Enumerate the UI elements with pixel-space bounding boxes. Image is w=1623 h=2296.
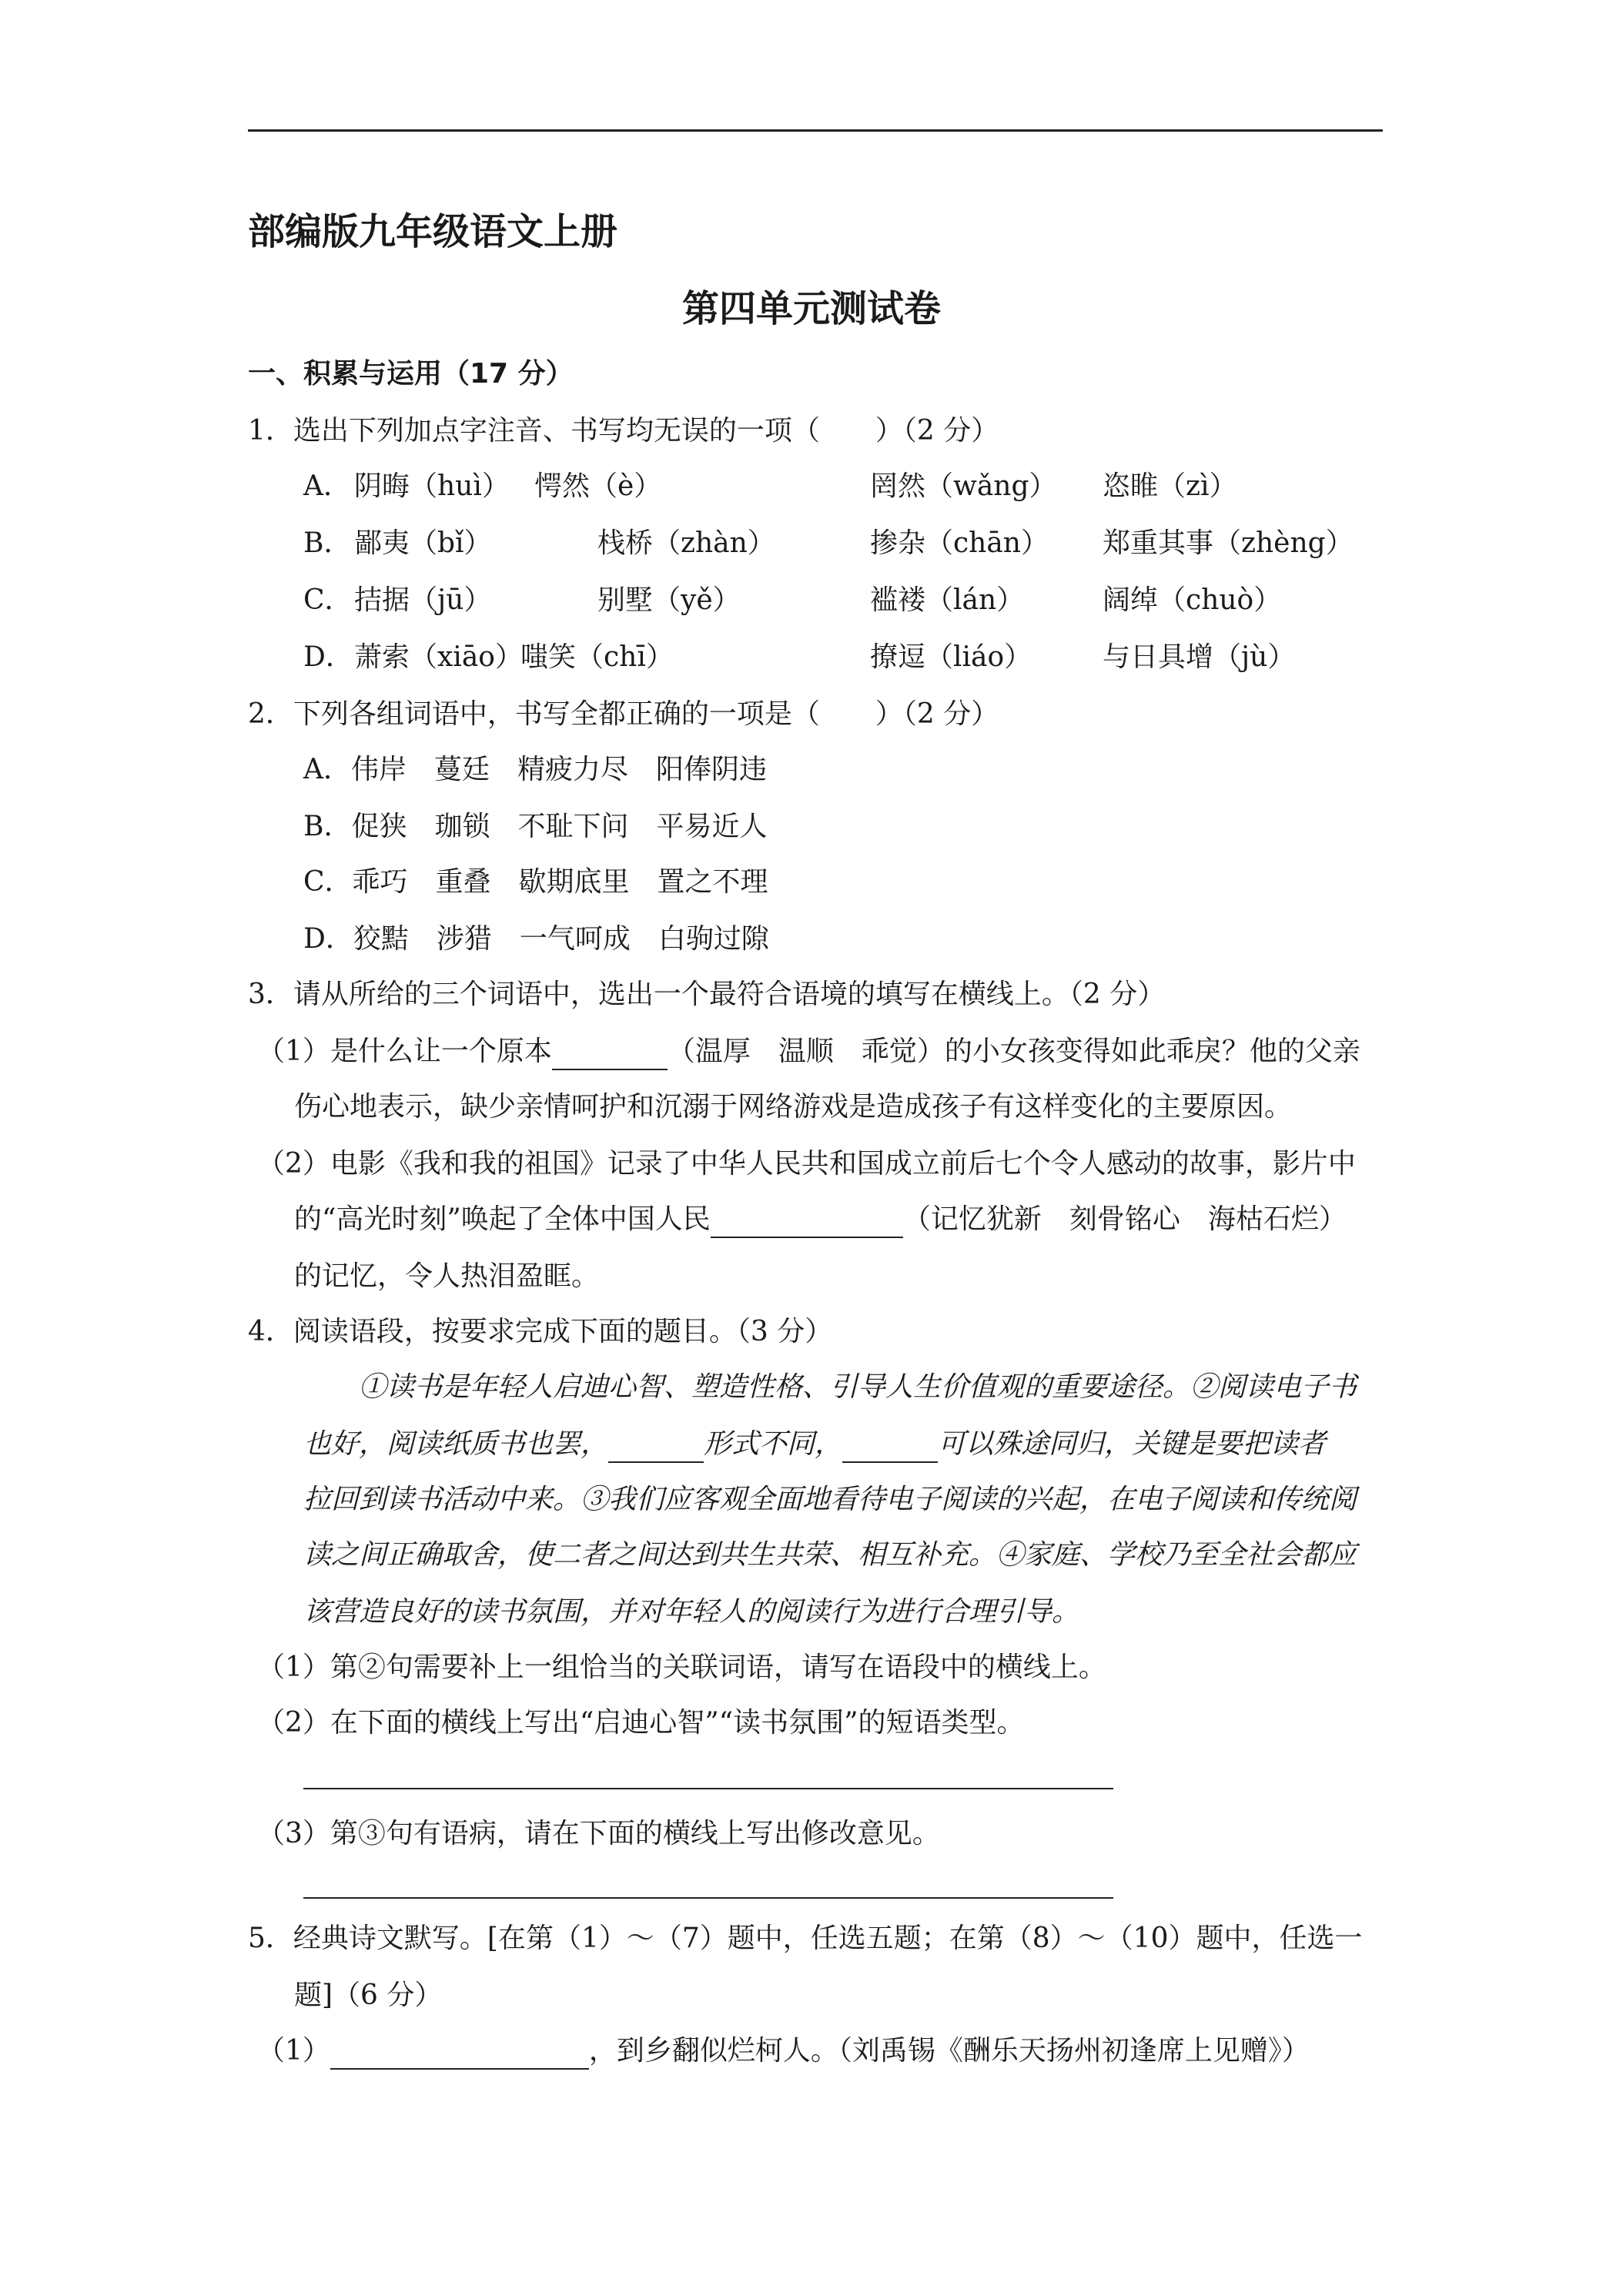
q5-item1-number: （1） bbox=[257, 2035, 330, 2067]
q1-item: 恣睢（zì） bbox=[1103, 470, 1237, 502]
q4-passage-line3: 拉回到读书活动中来。③我们应客观全面地看待电子阅读的兴起，在电子阅读和传统阅 bbox=[303, 1484, 1357, 1515]
q3-part2-text-c: （记忆犹新 刻骨铭心 海枯石烂） bbox=[902, 1203, 1347, 1235]
q1-option-label: D． bbox=[303, 641, 353, 673]
q5-item1 bbox=[257, 2033, 1310, 2070]
q1-option-label: A． bbox=[303, 470, 351, 502]
test-title: 第四单元测试卷 bbox=[681, 287, 941, 330]
q4-passage-text-c: 可以殊途同归，关键是要把读者 bbox=[938, 1428, 1327, 1460]
q4-sub2-answer-line[interactable] bbox=[303, 1788, 1113, 1789]
q1-item: 撩逗（liáo） bbox=[870, 641, 1032, 673]
q4-passage-line5: 该营造良好的读书氛围，并对年轻人的阅读行为进行合理引导。 bbox=[303, 1596, 1080, 1628]
q2-option-d: D．狡黠 涉猎 一气呵成 白驹过隙 bbox=[303, 923, 769, 955]
q2-stem: 2．下列各组词语中，书写全都正确的一项是（ ）（2 分） bbox=[248, 698, 999, 730]
q1-item: 褴褛（lán） bbox=[870, 584, 1025, 616]
q4-blank-1[interactable] bbox=[608, 1434, 704, 1463]
q1-item: 愕然（è） bbox=[534, 470, 662, 502]
q4-sub3-answer-line[interactable] bbox=[303, 1897, 1113, 1899]
q1-item: 郑重其事（zhèng） bbox=[1103, 527, 1354, 559]
q3-part1-text-b: （温厚 温顺 乖觉）的小女孩变得如此乖戾？他的父亲 bbox=[667, 1036, 1360, 1067]
q3-stem: 3．请从所给的三个词语中，选出一个最符合语境的填写在横线上。（2 分） bbox=[248, 979, 1166, 1010]
q2-option-b: B．促狭 珈锁 不耻下问 平易近人 bbox=[303, 811, 768, 842]
q4-passage-line2 bbox=[303, 1426, 1326, 1463]
q1-item: 掺杂（chān） bbox=[870, 527, 1049, 559]
q4-sub2: （2）在下面的横线上写出“启迪心智”“读书氛围”的短语类型。 bbox=[257, 1707, 1025, 1739]
q1-item: 萧索（xiāo） bbox=[354, 641, 523, 673]
q3-part1-blank[interactable] bbox=[552, 1041, 668, 1070]
q4-sub3: （3）第③句有语病，请在下面的横线上写出修改意见。 bbox=[257, 1818, 940, 1849]
q3-part2-line3: 的记忆，令人热泪盈眶。 bbox=[294, 1260, 600, 1292]
q3-part2-line1: （2）电影《我和我的祖国》记录了中华人民共和国成立前后七个令人感动的故事，影片中 bbox=[257, 1148, 1356, 1180]
q1-item: 与日具增（jù） bbox=[1103, 641, 1296, 673]
q4-passage-line4: 读之间正确取舍，使二者之间达到共生共荣、相互补充。④家庭、学校乃至全社会都应 bbox=[303, 1539, 1357, 1571]
q4-sub1: （1）第②句需要补上一组恰当的关联词语，请写在语段中的横线上。 bbox=[257, 1652, 1106, 1683]
q5-item1-text: ，到乡翻似烂柯人。（刘禹锡《酬乐天扬州初逢席上见赠》） bbox=[588, 2035, 1310, 2067]
q3-part1-line2: 伤心地表示，缺少亲情呵护和沉溺于网络游戏是造成孩子有这样变化的主要原因。 bbox=[294, 1091, 1293, 1123]
q4-passage-text-b: 形式不同， bbox=[704, 1428, 843, 1460]
q5-stem-line1: 5．经典诗文默写。[在第（1）～（7）题中，任选五题；在第（8）～（10）题中，任选一 bbox=[248, 1923, 1363, 1954]
q1-option-label: B． bbox=[303, 527, 352, 559]
q3-part2-blank[interactable] bbox=[711, 1209, 903, 1238]
q5-item1-blank[interactable] bbox=[330, 2040, 589, 2070]
q2-option-a: A．伟岸 蔓廷 精疲力尽 阳俸阴违 bbox=[303, 754, 767, 785]
q5-stem-line2: 题]（6 分） bbox=[294, 1980, 443, 2011]
q1-item: 阔绰（chuò） bbox=[1103, 584, 1282, 616]
q4-blank-2[interactable] bbox=[842, 1434, 938, 1463]
q4-passage-text-a: 也好，阅读纸质书也罢， bbox=[303, 1428, 609, 1460]
q4-stem: 4．阅读语段，按要求完成下面的题目。（3 分） bbox=[248, 1316, 833, 1347]
q3-part1-text-a: （1）是什么让一个原本 bbox=[257, 1036, 552, 1067]
q2-option-c: C．乖巧 重叠 歇期底里 置之不理 bbox=[303, 866, 768, 898]
q4-passage-line1: ①读书是年轻人启迪心智、塑造性格、引导人生价值观的重要途径。②阅读电子书 bbox=[359, 1371, 1357, 1403]
q1-item: 嗤笑（chī） bbox=[520, 641, 674, 673]
q1-option-label: C． bbox=[303, 584, 353, 616]
q1-item: 鄙夷（bǐ） bbox=[354, 527, 492, 559]
q1-stem: 1．选出下列加点字注音、书写均无误的一项（ ）（2 分） bbox=[248, 415, 999, 447]
header-rule bbox=[248, 129, 1383, 132]
q1-item: 别墅（yě） bbox=[597, 584, 741, 616]
q1-item: 阴晦（huì） bbox=[354, 470, 510, 502]
book-title: 部编版九年级语文上册 bbox=[248, 210, 618, 253]
q1-item: 罔然（wǎng） bbox=[870, 470, 1057, 502]
section-title: 一、积累与运用（17 分） bbox=[248, 358, 574, 390]
q3-part2-text-b: 的“高光时刻”唤起了全体中国人民 bbox=[294, 1203, 711, 1235]
q1-item: 栈桥（zhàn） bbox=[597, 527, 775, 559]
q3-part1-line1 bbox=[257, 1033, 1360, 1070]
q3-part2-line2 bbox=[294, 1201, 1347, 1238]
q1-item: 拮据（jū） bbox=[354, 584, 492, 616]
